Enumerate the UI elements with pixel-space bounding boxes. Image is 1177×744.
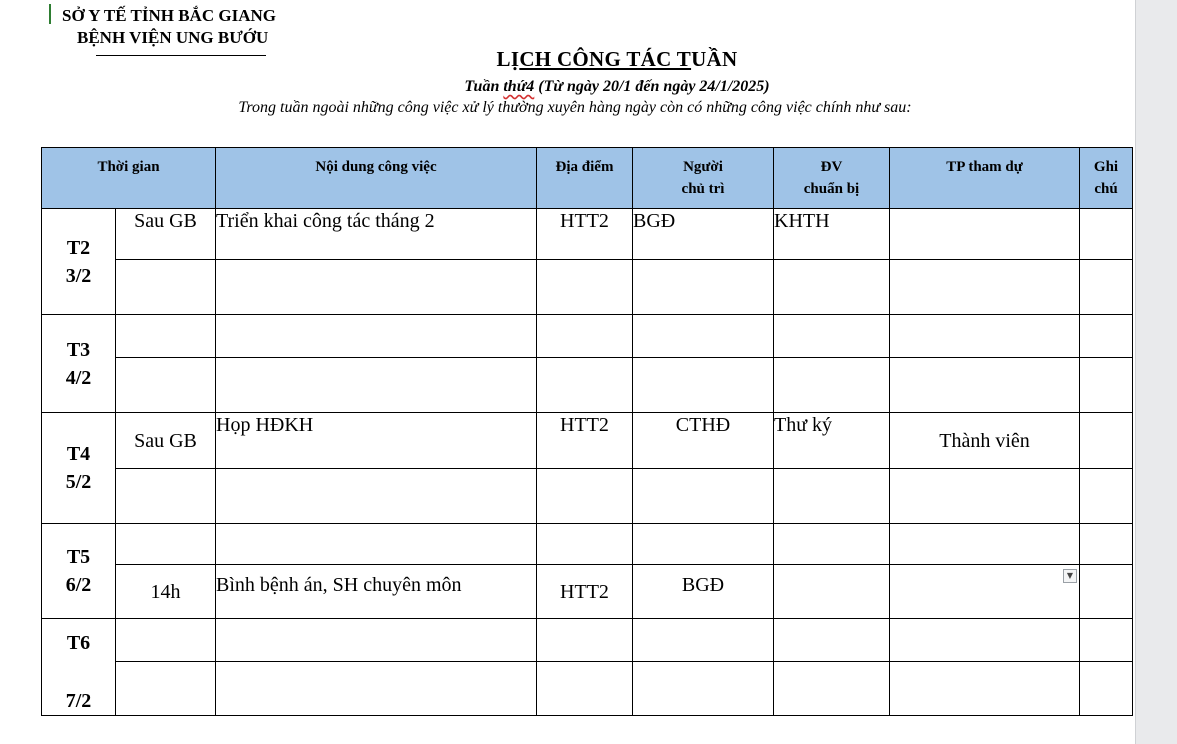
time-cell[interactable] xyxy=(116,469,216,524)
day-date: 4/2 xyxy=(65,366,92,389)
content-cell[interactable]: Họp HĐKH xyxy=(216,413,537,469)
location-cell[interactable] xyxy=(537,662,633,716)
host-cell[interactable]: CTHĐ xyxy=(633,413,774,469)
host-cell[interactable] xyxy=(633,358,774,413)
prep-cell[interactable] xyxy=(774,260,890,315)
content-cell[interactable] xyxy=(216,662,537,716)
day-date: 7/2 xyxy=(65,690,92,712)
day-cell-t3 xyxy=(42,315,116,413)
day-label: T6 xyxy=(66,632,91,654)
table-row xyxy=(42,524,1133,565)
table-row xyxy=(42,619,1133,662)
location-cell[interactable] xyxy=(537,358,633,413)
organization-header xyxy=(62,5,307,49)
host-cell[interactable] xyxy=(633,260,774,315)
header-note-line1: Ghi xyxy=(1093,159,1119,175)
org-line-2: BỆNH VIỆN UNG BƯỚU xyxy=(77,28,269,47)
page-title xyxy=(400,47,834,72)
dropdown-arrow-icon[interactable]: ▼ xyxy=(1063,569,1077,583)
prep-cell[interactable] xyxy=(774,524,890,565)
attend-cell[interactable] xyxy=(890,524,1080,565)
day-label: T3 xyxy=(66,338,91,361)
time-cell[interactable]: Sau GB xyxy=(116,209,216,260)
time-cell[interactable] xyxy=(116,315,216,358)
time-cell[interactable] xyxy=(116,524,216,565)
host-cell[interactable] xyxy=(633,469,774,524)
prep-cell[interactable] xyxy=(774,619,890,662)
note-cell[interactable] xyxy=(1080,662,1133,716)
note-cell[interactable] xyxy=(1080,524,1133,565)
subtitle-spellcheck-word: thứ4 xyxy=(503,78,535,95)
day-date: 3/2 xyxy=(65,264,92,287)
attend-cell[interactable]: Thành viên xyxy=(890,413,1080,469)
attend-cell[interactable] xyxy=(890,619,1080,662)
note-cell[interactable] xyxy=(1080,315,1133,358)
day-cell-t2 xyxy=(42,209,116,315)
host-cell[interactable] xyxy=(633,619,774,662)
org-underline xyxy=(96,55,266,56)
content-cell[interactable] xyxy=(216,469,537,524)
host-cell[interactable] xyxy=(633,315,774,358)
table-row xyxy=(42,209,1133,260)
host-cell[interactable] xyxy=(633,662,774,716)
prep-cell[interactable]: Thư ký xyxy=(774,413,890,469)
attend-cell[interactable] xyxy=(890,358,1080,413)
day-label: T2 xyxy=(66,236,91,259)
header-host-line1: Người xyxy=(683,159,723,175)
header-host xyxy=(633,148,774,209)
text-cursor xyxy=(49,4,51,24)
host-cell[interactable]: BGĐ xyxy=(633,565,774,619)
subtitle-part-1: Tuần xyxy=(464,78,504,95)
attend-cell[interactable] xyxy=(890,209,1080,260)
header-host-line2: chủ trì xyxy=(681,181,725,197)
day-date: 6/2 xyxy=(65,574,92,596)
table-row xyxy=(42,260,1133,315)
header-note-line2: chú xyxy=(1094,181,1118,197)
table-row xyxy=(42,358,1133,413)
content-cell[interactable] xyxy=(216,315,537,358)
location-cell[interactable] xyxy=(537,524,633,565)
day-label: T5 xyxy=(66,546,91,568)
table-header-row xyxy=(42,148,1133,209)
prep-cell[interactable] xyxy=(774,565,890,619)
location-cell[interactable]: HTT2 xyxy=(537,565,633,619)
day-cell-t6 xyxy=(42,619,116,716)
header-location: Địa điểm xyxy=(537,148,633,209)
note-cell[interactable] xyxy=(1080,413,1133,469)
header-prep-line2: chuẩn bị xyxy=(803,181,860,197)
title-part-2: CH CÔNG TÁC T xyxy=(519,47,692,71)
day-cell-t5 xyxy=(42,524,116,619)
table-row xyxy=(42,662,1133,716)
content-cell[interactable] xyxy=(216,524,537,565)
host-cell[interactable]: BGĐ xyxy=(633,209,774,260)
header-note xyxy=(1080,148,1133,209)
prep-cell[interactable] xyxy=(774,358,890,413)
note-cell[interactable] xyxy=(1080,469,1133,524)
week-subtitle xyxy=(360,78,874,96)
title-part-3: UẦN xyxy=(691,47,738,71)
content-cell[interactable] xyxy=(216,358,537,413)
location-cell[interactable] xyxy=(537,469,633,524)
location-cell[interactable] xyxy=(537,619,633,662)
time-cell[interactable] xyxy=(116,662,216,716)
prep-cell[interactable] xyxy=(774,469,890,524)
location-cell[interactable] xyxy=(537,260,633,315)
time-cell[interactable]: Sau GB xyxy=(116,413,216,469)
schedule-table xyxy=(41,147,1133,716)
attend-cell[interactable] xyxy=(890,565,1080,619)
header-attend: TP tham dự xyxy=(890,148,1080,209)
day-cell-t4 xyxy=(42,413,116,524)
intro-text: Trong tuần ngoài những công việc xử lý thường xuyên hàng ngày còn có những công việc chính như sau: xyxy=(238,99,912,116)
note-cell[interactable] xyxy=(1080,358,1133,413)
day-label: T4 xyxy=(66,443,91,465)
header-content: Nội dung công việc xyxy=(216,148,537,209)
day-date: 5/2 xyxy=(65,471,92,493)
time-cell[interactable] xyxy=(116,358,216,413)
content-cell[interactable] xyxy=(216,619,537,662)
prep-cell[interactable]: KHTH xyxy=(774,209,890,260)
attend-cell[interactable] xyxy=(890,662,1080,716)
note-cell[interactable] xyxy=(1080,209,1133,260)
time-cell[interactable] xyxy=(116,619,216,662)
table-row xyxy=(42,315,1133,358)
attend-cell[interactable] xyxy=(890,315,1080,358)
header-prep-line1: ĐV xyxy=(820,159,843,175)
host-cell[interactable] xyxy=(633,524,774,565)
content-cell[interactable]: Bình bệnh án, SH chuyên môn xyxy=(216,565,537,619)
prep-cell[interactable] xyxy=(774,662,890,716)
prep-cell[interactable] xyxy=(774,315,890,358)
note-cell[interactable] xyxy=(1080,565,1133,619)
table-row xyxy=(42,469,1133,524)
location-cell[interactable]: HTT2 xyxy=(537,209,633,260)
time-cell[interactable] xyxy=(116,260,216,315)
note-cell[interactable] xyxy=(1080,619,1133,662)
time-cell[interactable]: 14h xyxy=(116,565,216,619)
note-cell[interactable] xyxy=(1080,260,1133,315)
table-row xyxy=(42,413,1133,469)
title-part-1: LỊ xyxy=(496,47,520,71)
attend-cell[interactable] xyxy=(890,469,1080,524)
content-cell[interactable]: Triển khai công tác tháng 2 xyxy=(216,209,537,260)
location-cell[interactable] xyxy=(537,315,633,358)
table-row xyxy=(42,565,1133,619)
attend-cell[interactable] xyxy=(890,260,1080,315)
header-time: Thời gian xyxy=(42,148,216,209)
header-prep xyxy=(774,148,890,209)
subtitle-part-3: (Từ ngày 20/1 đến ngày 24/1/2025) xyxy=(534,78,770,95)
org-line-1: SỞ Y TẾ TỈNH BẮC GIANG xyxy=(62,6,276,25)
location-cell[interactable]: HTT2 xyxy=(537,413,633,469)
content-cell[interactable] xyxy=(216,260,537,315)
